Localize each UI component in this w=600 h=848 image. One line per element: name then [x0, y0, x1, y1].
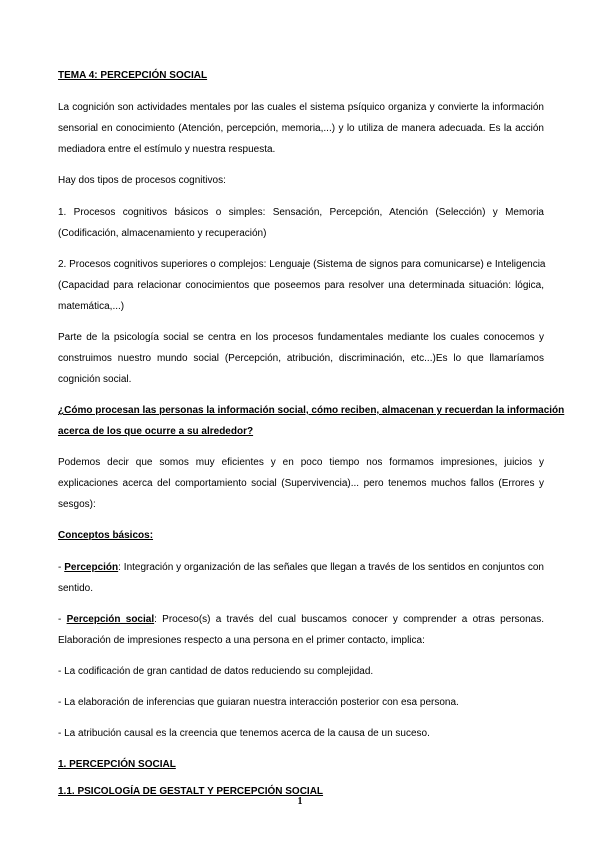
paragraph-line: La cognición son actividades mentales por las cuales el sistema psíquico organiza y convierte la información	[58, 102, 544, 113]
paragraph-line: Hay dos tipos de procesos cognitivos:	[58, 175, 226, 186]
paragraph-line: construimos nuestro mundo social (Percepción, atribución, discriminación, etc...)Es lo que llamaríamos	[58, 353, 544, 364]
paragraph-line: Elaboración de impresiones respecto a una persona en el primer contacto, implica:	[58, 635, 425, 646]
paragraph-line: sesgos):	[58, 499, 96, 510]
paragraph-line: Podemos decir que somos muy eficientes y en poco tiempo nos formamos impresiones, juicios y	[58, 457, 544, 468]
list-item-line: 1. Procesos cognitivos básicos o simples: Sensación, Percepción, Atención (Selección) y Memoria	[58, 207, 544, 218]
definition-text: : Integración y organización de las señales que llegan a través de los sentidos en conjuntos con	[118, 562, 544, 573]
subsection-heading: 1.1. PSICOLOGÍA DE GESTALT Y PERCEPCIÓN SOCIAL	[58, 786, 324, 797]
paragraph-line: explicaciones acerca del comportamiento social (Supervivencia)... pero tenemos muchos fallos (Errores y	[58, 478, 544, 489]
bullet-dash: -	[58, 614, 67, 625]
term-social-perception: Percepción social	[66, 614, 155, 625]
definition-social-perception	[58, 614, 544, 626]
list-item: - La elaboración de inferencias que guiaran nuestra interacción posterior con esa persona.	[58, 697, 459, 708]
definition-text: : Proceso(s) a través del cual buscamos conocer y comprender a otras personas.	[154, 614, 544, 625]
question-heading-line: acerca de los que ocurre a su alrededor?	[58, 426, 254, 437]
section-heading: 1. PERCEPCIÓN SOCIAL	[58, 759, 176, 770]
question-heading-line: ¿Cómo procesan las personas la información social, cómo reciben, almacenan y recuerdan la información	[58, 405, 565, 416]
bullet-dash: -	[58, 562, 65, 573]
paragraph-line: cognición social.	[58, 374, 132, 385]
term-perception: Percepción	[64, 562, 119, 573]
page-number: 1	[297, 796, 303, 807]
list-item-line: 2. Procesos cognitivos superiores o complejos: Lenguaje (Sistema de signos para comunicarse) e Inteligencia	[58, 259, 546, 270]
list-item: - La codificación de gran cantidad de datos reduciendo su complejidad.	[58, 666, 374, 677]
document-title: TEMA 4: PERCEPCIÓN SOCIAL	[58, 70, 208, 81]
list-item-line: (Codificación, almacenamiento y recuperación)	[58, 228, 267, 239]
definition-perception	[58, 562, 544, 574]
basic-concepts-heading: Conceptos básicos:	[58, 530, 154, 541]
paragraph-line: sensorial en conocimiento (Atención, percepción, memoria,...) y lo utiliza de manera adecuada. Es la acción	[58, 123, 544, 134]
list-item-line: (Capacidad para relacionar conocimientos que poseemos para resolver una determinada situación: lógica,	[58, 280, 544, 291]
list-item: - La atribución causal es la creencia que tenemos acerca de la causa de un suceso.	[58, 728, 430, 739]
paragraph-line: sentido.	[58, 583, 94, 594]
list-item-line: matemática,...)	[58, 301, 125, 312]
paragraph-line: mediadora entre el estímulo y nuestra respuesta.	[58, 144, 276, 155]
paragraph-line: Parte de la psicología social se centra en los procesos fundamentales mediante los cuales conocemos y	[58, 332, 544, 343]
